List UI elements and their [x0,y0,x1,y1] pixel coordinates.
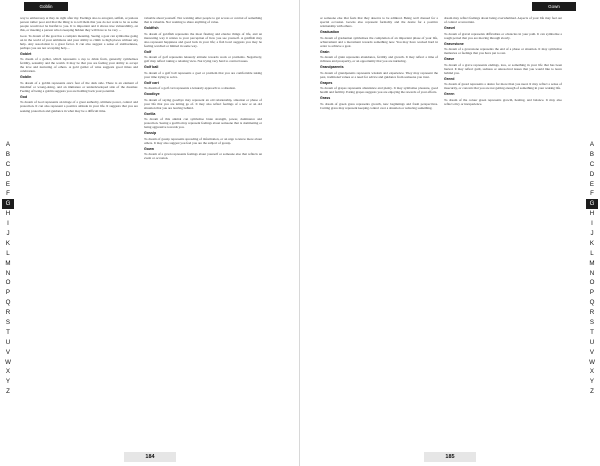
left-page-footer [0,450,300,466]
entry-heading: Greed [444,76,455,81]
alphabet-letter-x[interactable]: X [589,368,595,376]
entry-heading: Golf [144,49,152,54]
alphabet-letter-m[interactable]: M [5,259,11,267]
right-alphabet-index [586,140,598,397]
entry-heading: Grave [444,57,455,62]
entry-text: To dream of gossip represents spreading of information, or an urge to know more about others. It may also suggest you feel you are the subject of gossip. [144,136,262,145]
entry-heading: Grapes [320,80,333,85]
alphabet-letter-z[interactable]: Z [590,388,594,396]
entry-heading: Grass [320,96,331,101]
right-page-footer [300,450,600,466]
entry-heading: Gravel [444,26,456,31]
entry-text: To dream of goldfish represents the most fleeting and elusive things of life, and an interesting way it relates to your perception of how you see yourself. A goldfish may also represent happiness and good luck in your life; a fish bowl suggests you may be feeling watched or limited in some way. [144,31,262,48]
entry-heading: Goblin [20,75,32,80]
alphabet-letter-b[interactable]: B [5,150,11,158]
entry-text: To dream of God represents an image of a great authority, ultimate power, control and protection. It can also represent a positive attitude in your life. It suggests that you are seeking protection and guidance in what may be a difficult time. [20,100,138,113]
alphabet-letter-i[interactable]: I [7,220,9,228]
entry-heading: Graduation [320,30,340,35]
entry-text: To dream of a gravestone represents the end of a phase or situation. It may symbolise memories or feelings that you have put to rest. [444,47,562,56]
alphabet-letter-r[interactable]: R [5,309,11,317]
alphabet-letter-w[interactable]: W [5,358,11,366]
entry-heading: Goldfish [144,26,159,31]
entry-text: To dream of a golf ball represents a goal or problem that you are comfortable taking your time trying to solve. [144,70,262,79]
entry-heading: Grain [320,49,330,54]
alphabet-letter-q[interactable]: Q [5,299,11,307]
entry-text: To dream of the colour green represents growth, healing, and balance. It may also reflect envy or inexperience. [444,97,562,106]
entry-heading: Gravestone [444,41,464,46]
right-page-header [300,2,600,11]
right-column-2 [444,16,562,436]
entry-text: Goat. To dream of the goat has a complex meaning. Seeing a goat can symbolise going on in the world of your ambitions and your ability to climb to high places without any help. Any association is a great factor. It can also suggest a sense of stubbornness, perhaps you are not accepting help ... [20,33,138,50]
alphabet-letter-a[interactable]: A [589,141,595,148]
entry-text: To dream of graduation symbolises the completion of an important phase of your life, achievement and a movement towards something new. You may have worked hard in order to achieve a goal. [320,35,438,48]
entry-heading: Green [444,92,455,97]
alphabet-letter-k[interactable]: K [589,239,595,247]
entry-text: To dream of grain represents abundance, fertility and growth. It may reflect a time of richness and prosperity, or an opportunity that you are nurturing. [320,55,438,64]
alphabet-letter-t[interactable]: T [6,328,10,336]
alphabet-letter-u[interactable]: U [589,338,595,346]
entry-text: To dream of grapes represents abundance and plenty. It may symbolise pleasure, good health and fertility. Eating grapes suggests you are enjoying the rewards of your efforts. [320,86,438,95]
alphabet-letter-n[interactable]: N [589,269,595,277]
entry-text: To dream of saying goodbye may represent an old relationship, situation or phase of your life that you are letting go of. It may also reflect feelings of a new or an old situation that you are leaving behind. [144,97,262,110]
alphabet-letter-g[interactable]: G [2,199,14,209]
entry-text: valuable about yourself. Not wanting other people to get access or control of something that is valuable. Not wanting to share anything of value. [144,16,262,25]
right-page [300,0,600,466]
left-page-header [0,2,300,11]
alphabet-letter-e[interactable]: E [589,180,595,188]
alphabet-letter-s[interactable]: S [589,319,595,327]
entry-heading: Goblet [20,51,32,56]
entry-text: dream may reflect feelings about being overwhelmed. Aspects of your life may feel out of control or uncertain. [444,16,562,25]
entry-heading: Goodbye [144,92,160,97]
left-column-2 [144,16,262,436]
alphabet-letter-c[interactable]: C [589,160,595,168]
right-page-number: 185 [424,452,476,462]
alphabet-letter-h[interactable]: H [589,210,595,218]
alphabet-letter-i[interactable]: I [591,220,593,228]
entry-heading: Grandparents [320,65,344,70]
alphabet-letter-v[interactable]: V [5,348,11,356]
alphabet-letter-y[interactable]: Y [589,378,595,386]
alphabet-letter-x[interactable]: X [5,368,11,376]
alphabet-letter-m[interactable]: M [589,259,595,267]
entry-text: way to embarrassy at they do right after my. Feelings also to arrogant, selfish, or jealous person rather poor and that the thing is to tell them that you do not want to be as some people would not be hurtful to you. It is important and it shows true vulnerability, on this, or meeting a person who is keeping hidden they will have to be very ... [20,16,138,33]
alphabet-letter-b[interactable]: B [589,150,595,158]
entry-text: To dream of gravel represents difficulties or obstacles in your path. It can symbolise a rough period that you are moving through slowly. [444,31,562,40]
alphabet-letter-a[interactable]: A [5,141,11,148]
right-header-tab: Gown [532,2,576,11]
left-header-tab: Goblin [24,2,68,11]
alphabet-letter-j[interactable]: J [590,230,594,238]
right-column-1 [320,16,438,436]
left-alphabet-index [2,140,14,397]
entry-heading: Golf cart [144,80,159,85]
alphabet-letter-l[interactable]: L [590,249,594,257]
left-page-number: 184 [124,452,176,462]
alphabet-letter-j[interactable]: J [6,230,10,238]
alphabet-letter-h[interactable]: H [5,210,11,218]
entry-text: To dream of grandparents represents wisdom and experience. They may represent the past, traditional values or a need for advice and guidance from someone you trust. [320,70,438,79]
alphabet-letter-v[interactable]: V [589,348,595,356]
alphabet-letter-u[interactable]: U [5,338,11,346]
alphabet-letter-g[interactable]: G [586,199,598,209]
entry-heading: Gossip [144,131,157,136]
alphabet-letter-r[interactable]: R [589,309,595,317]
alphabet-letter-k[interactable]: K [5,239,11,247]
entry-text: To dream of this animal can symbolise brute strength, power, dominance and protection. Seeing a gorilla may represent feelings about someone that is dominating or being aggressive towards you. [144,117,262,130]
alphabet-letter-w[interactable]: W [589,358,595,366]
alphabet-letter-e[interactable]: E [5,180,11,188]
alphabet-letter-q[interactable]: Q [589,299,595,307]
entry-text: To dream of golf represents leisurely attitude towards work or problems. Negatively, golf may reflect taking a relaxing view. Not trying very hard to control issues. [144,55,262,64]
entry-heading: God [20,94,28,99]
entry-text: To dream of a grave represents endings, loss, or something in your life that has been buried. It may reflect guilt, sadness or unresolved issues that you would like to leave behind you. [444,62,562,75]
entry-text: or someone else that feels that they deserve to be admired. Being well dressed for a special occasion. Gowns also represent formality and the desire for a positive relationship with others. [320,16,438,29]
entry-text: To dream of green grass represents growth, new beginnings and fresh perspectives. Cutting grass may represent keeping control over a situation or reducing something. [320,101,438,110]
alphabet-letter-d[interactable]: D [5,170,11,178]
alphabet-letter-t[interactable]: T [590,328,594,336]
entry-text: To dream of a goblet, which represents a cup to drink from, generally symbolises fertility, sexuality and the womb. It may be that you are feeling your ability to accept the love and nurturing of others. A gold goblet of wine suggests good times and celebration. [20,57,138,74]
entry-text: To dream of a gown represents feelings about yourself or someone else that reflects an event or occasion. [144,152,262,161]
alphabet-letter-n[interactable]: N [5,269,11,277]
left-column-1 [20,16,138,436]
entry-text: To dream of a goblin represents one's fear of the dark side. There is an element of mischief or wrong-doing, and an immature or underdeveloped side of the dreamer. Feeling of being a goblin suggests you are holding back your potential. [20,80,138,93]
alphabet-letter-l[interactable]: L [6,249,10,257]
alphabet-letter-o[interactable]: O [589,279,595,287]
alphabet-letter-y[interactable]: Y [5,378,11,386]
alphabet-letter-p[interactable]: P [589,289,595,297]
alphabet-letter-d[interactable]: D [589,170,595,178]
entry-text: To dream of greed represents a desire for more than you need. It may reflect a sense of insecurity, or concern that you are not getting enough of something in your waking life. [444,82,562,91]
entry-heading: Gorilla [144,111,156,116]
alphabet-letter-f[interactable]: F [590,190,594,198]
alphabet-letter-o[interactable]: O [5,279,11,287]
entry-text: To dream of a golf cart represents a leisurely approach to a situation. [144,86,236,91]
alphabet-letter-c[interactable]: C [5,160,11,168]
entry-heading: Golf ball [144,65,159,70]
alphabet-letter-p[interactable]: P [5,289,11,297]
entry-heading: Gown [144,146,154,151]
alphabet-letter-z[interactable]: Z [6,388,10,396]
alphabet-letter-f[interactable]: F [6,190,10,198]
alphabet-letter-s[interactable]: S [5,319,11,327]
